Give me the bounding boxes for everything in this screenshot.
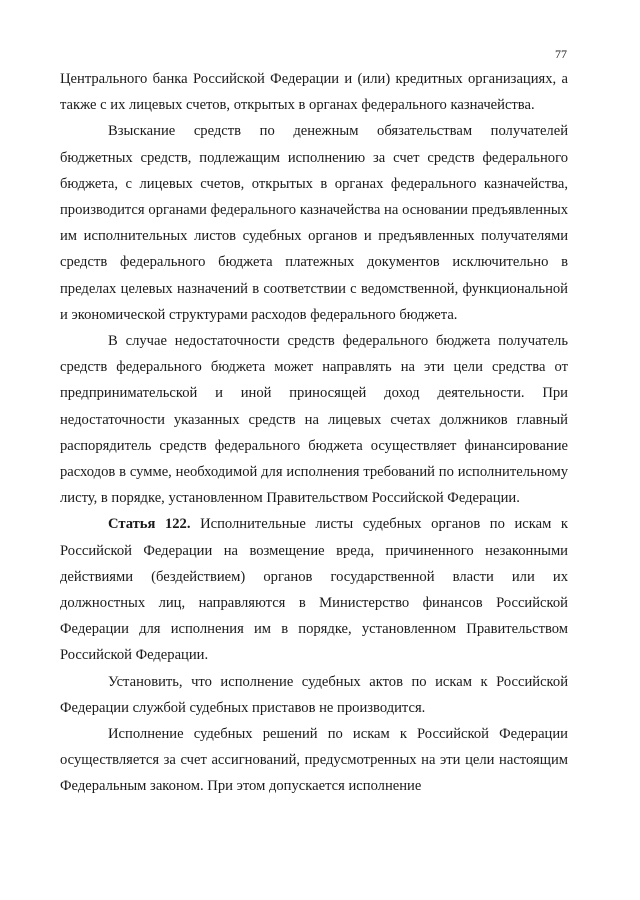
paragraph-insufficient-funds: В случае недостаточности средств федерального бюджета получатель средств федерального бюджета может направлять на эти цели средства от предпринимательской и иной приносящей доход деятельности. При недостаточности указанных средств на лицевых счетах должников главный распорядитель средств федерального бюджета осуществляет финансирование расходов в сумме, необходимой для исполнения требований по исполнительному листу, в порядке, установленном Правительством Российской Федерации. [60, 333, 568, 507]
page-number: 77 [555, 47, 567, 61]
paragraph-article-122 [60, 511, 568, 668]
paragraph-continuation: Центрального банка Российской Федерации и (или) кредитных организациях, а также с их лицевых счетов, открытых в органах федерального казначейства. [60, 71, 568, 114]
article-text: Исполнительные листы судебных органов по искам к Российской Федерации на возмещение вреда, причиненного незаконными действиями (бездействием) органов государственной власти или их должностных лиц, направляются в Министерство финансов Российской Федерации для исполнения им в порядке, установленном Правительством Российской Федерации. [60, 516, 568, 664]
paragraph-debt-recovery: Взыскание средств по денежным обязательствам получателей бюджетных средств, подлежащим исполнению за счет средств федерального бюджета, с лицевых счетов, открытых в органах федерального казначейства, производится органами федерального казначейства на основании предъявленных им исполнительных листов судебных органов и предъявленных получателями средств федерального бюджета платежных документов исключительно в пределах целевых назначений в соответствии с ведомственной, функциональной и экономической структурами расходов федерального бюджета. [60, 123, 568, 323]
document-body [60, 66, 568, 800]
paragraph-bailiff-service: Установить, что исполнение судебных актов по искам к Российской Федерации службой судебных приставов не производится. [60, 673, 568, 716]
paragraph-execution-of-judgments: Исполнение судебных решений по искам к Российской Федерации осуществляется за счет ассигнований, предусмотренных на эти цели настоящим Федеральным законом. При этом допускается исполнение [60, 726, 568, 795]
article-label: Статья 122. [108, 516, 191, 533]
